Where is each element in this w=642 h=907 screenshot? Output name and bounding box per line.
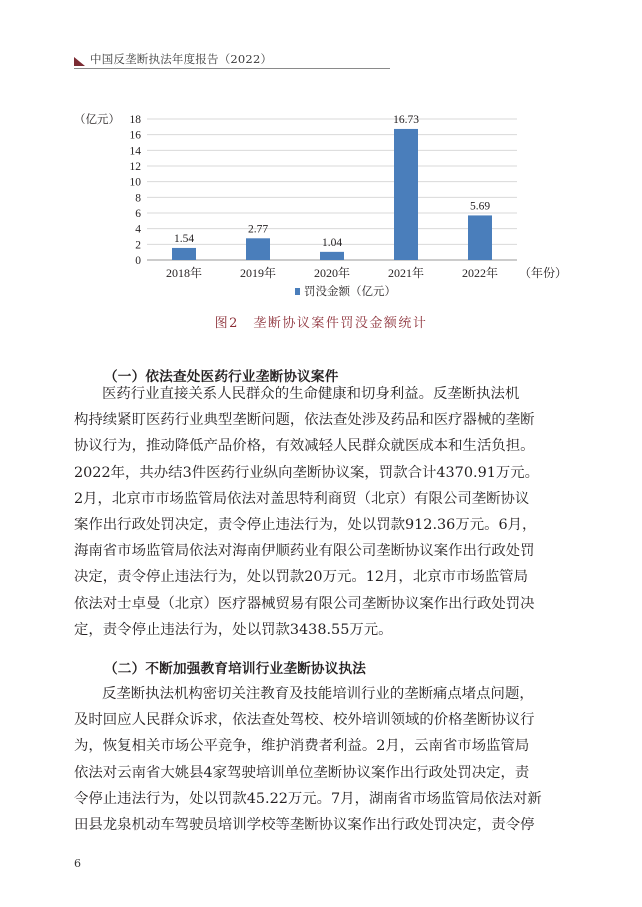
- header-rule: [74, 68, 390, 69]
- paragraph-line: 2022年，共办结3件医药行业纵向垄断协议案，罚款合计4370.91万元。: [74, 464, 540, 481]
- paragraph-line: 决定，责令停止违法行为，处以罚款20万元。12月，北京市市场监管局: [74, 569, 528, 586]
- y-tick-label: 12: [129, 161, 141, 173]
- paragraph-line: 反垄断执法机构密切关注教育及技能培训行业的垄断痛点堵点问题，: [102, 686, 534, 702]
- paragraph-line: 为，恢复相关市场公平竞争，维护消费者利益。2月，云南省市场监管局: [74, 738, 530, 755]
- bar-value-label: 16.73: [393, 113, 419, 126]
- paragraph-line: 构持续紧盯医药行业典型垄断问题，依法查处涉及药品和医疗器械的垄断: [74, 412, 535, 429]
- bar: [394, 129, 418, 260]
- fine-amount-bar-chart: [60, 105, 600, 305]
- header-title: 中国反垄断执法年度报告（2022）: [90, 52, 273, 66]
- paragraph-line: 令停止违法行为，处以罚款45.22万元。7月，湖南省市场监管局依法对新: [74, 790, 542, 807]
- x-category-label: 2018年: [165, 266, 203, 280]
- bar: [320, 252, 344, 260]
- y-tick-label: 14: [129, 145, 141, 158]
- paragraph-line: 及时回应人民群众诉求，依法查处驾校、校外培训领域的价格垄断协议行: [74, 712, 535, 729]
- legend-label: 罚没金额（亿元）: [304, 286, 396, 298]
- x-axis-label: （年份）: [519, 266, 568, 280]
- y-axis-label: （亿元）: [74, 114, 120, 126]
- y-tick-label: 18: [129, 114, 141, 126]
- paragraph-line: 协议行为，推动降低产品价格，有效减轻人民群众就医成本和生活负担。: [74, 438, 535, 455]
- paragraph-line: 医药行业直接关系人民群众的生命健康和切身利益。反垄断执法机: [102, 386, 520, 402]
- bar-value-label: 1.54: [173, 232, 195, 245]
- bar: [468, 215, 492, 260]
- bar: [172, 248, 196, 260]
- bar-value-label: 1.04: [321, 236, 343, 249]
- y-tick-label: 16: [129, 129, 141, 142]
- y-tick-label: 2: [135, 239, 141, 252]
- paragraph-line: 案作出行政处罚决定，责令停止违法行为，处以罚款912.36万元。6月，: [74, 516, 537, 533]
- running-header: [74, 49, 390, 71]
- figure-caption: 图2 垄断协议案件罚没金额统计: [214, 316, 428, 331]
- y-tick-label: 0: [135, 255, 141, 267]
- header-corner-mark: [74, 57, 85, 66]
- x-category-label: 2022年: [461, 266, 499, 280]
- paragraph-line: 2月，北京市市场监管局依法对盖思特利商贸（北京）有限公司垄断协议: [74, 490, 530, 507]
- paragraph-pharma: [74, 381, 552, 643]
- bar-value-label: 5.69: [469, 200, 491, 213]
- y-tick-label: 10: [129, 176, 141, 189]
- paragraph-line: 田县龙泉机动车驾驶员培训学校等垄断协议案作出行政处罚决定，责令停: [74, 816, 535, 833]
- y-tick-label: 6: [135, 208, 141, 220]
- x-category-label: 2019年: [239, 266, 277, 280]
- legend-swatch: [295, 288, 300, 295]
- page-number: 6: [74, 857, 81, 870]
- section-heading-pharma: （一）依法查处医药行业垄断协议案件: [104, 369, 339, 385]
- paragraph-education: [74, 681, 552, 838]
- paragraph-line: 依法对云南省大姚县4家驾驶培训单位垄断协议案作出行政处罚决定，责: [74, 764, 530, 781]
- chart-canvas: [60, 105, 600, 305]
- bar-value-label: 2.77: [247, 223, 269, 236]
- y-tick-label: 8: [135, 192, 141, 205]
- paragraph-line: 海南省市场监管局依法对海南伊顺药业有限公司垄断协议案作出行政处罚: [74, 543, 535, 560]
- paragraph-line: 定，责令停止违法行为，处以罚款3438.55万元。: [74, 621, 393, 638]
- x-category-label: 2021年: [387, 266, 425, 280]
- y-tick-label: 4: [135, 223, 141, 236]
- section-heading-education: （二）不断加强教育培训行业垄断协议执法: [104, 661, 367, 677]
- paragraph-line: 依法对士卓曼（北京）医疗器械贸易有限公司垄断协议案作出行政处罚决: [74, 595, 535, 612]
- bar: [246, 238, 270, 260]
- x-category-label: 2020年: [313, 266, 351, 280]
